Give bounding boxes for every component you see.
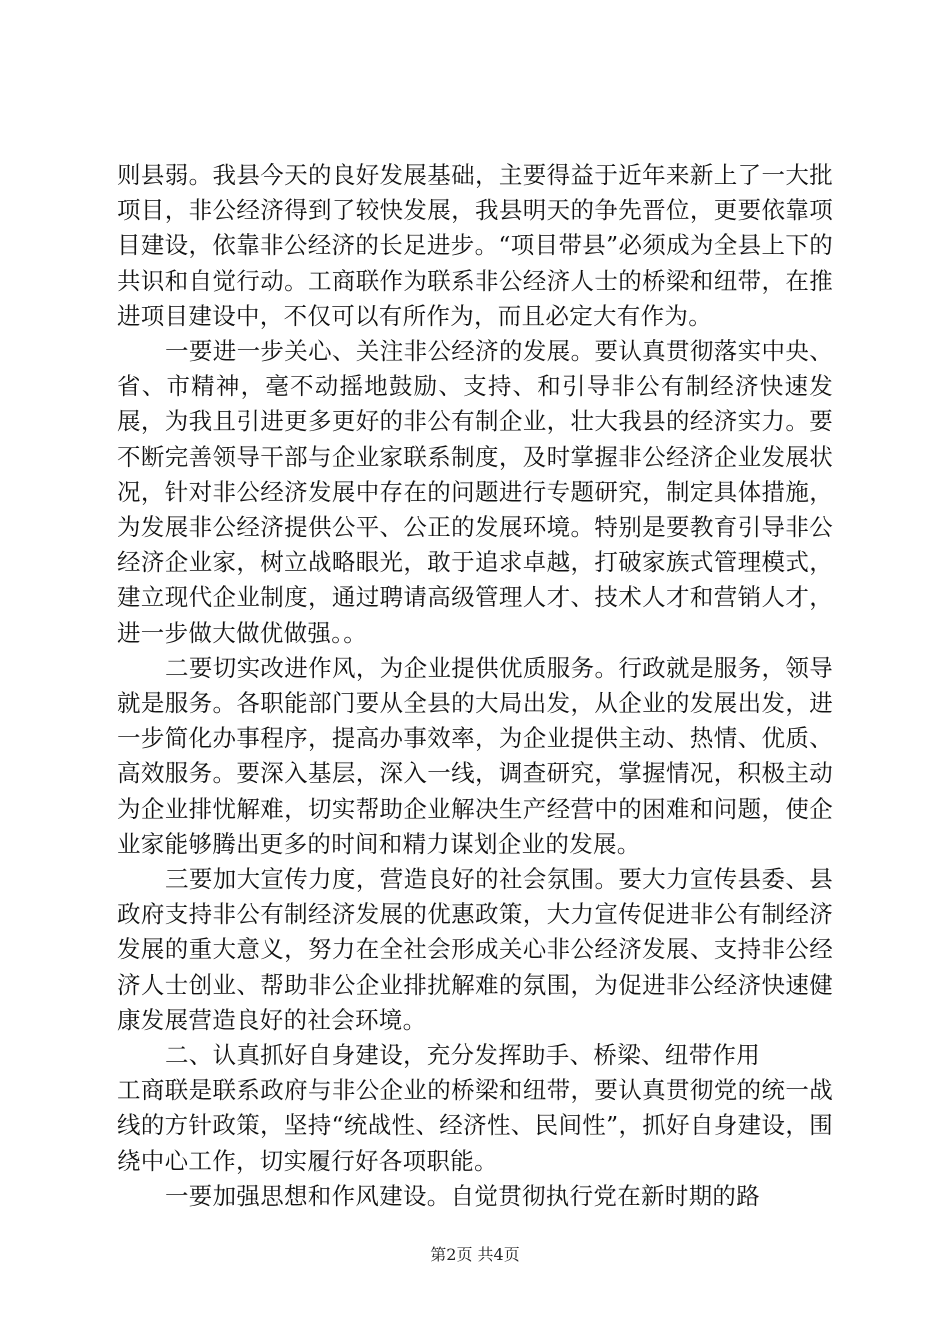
section-heading: 二、认真抓好自身建设，充分发挥助手、桥梁、纽带作用 [165,1041,760,1070]
paragraph-5: 工商联是联系政府与非公企业的桥梁和纽带，要认真贯彻党的统一战线的方针政策，坚持“统战性、经济性、民间性”，抓好自身建设，围绕中心工作，切实履行好各项职能。 [117,1076,833,1175]
paragraph-1: 则县弱。我县今天的良好发展基础，主要得益于近年来新上了一大批项目，非公经济得到了较快发展，我县明天的争先晋位，更要依靠项目建设，依靠非公经济的长足进步。“项目带县”必须成为全县上下的共识和自觉行动。工商联作为联系非公经济人士的桥梁和纽带，在推进项目建设中，不仅可以有所作为，而且必定大有作为。 [117,161,833,330]
document-body [117,158,833,1214]
paragraph-4: 三要加大宣传力度，营造良好的社会氛围。要大力宣传县委、县政府支持非公有制经济发展的优惠政策，大力宣传促进非公有制经济发展的重大意义，努力在全社会形成关心非公经济发展、支持非公经济人士创业、帮助非公企业排扰解难的氛围，为促进非公经济快速健康发展营造良好的社会环境。 [117,865,833,1034]
paragraph-2: 一要进一步关心、关注非公经济的发展。要认真贯彻落实中央、省、市精神，毫不动摇地鼓励、支持、和引导非公有制经济快速发展，为我且引进更多更好的非公有制企业，壮大我县的经济实力。要不断完善领导干部与企业家联系制度，及时掌握非公经济企业发展状况，针对非公经济发展中存在的问题进行专题研究，制定具体措施，为发展非公经济提供公平、公正的发展环境。特别是要教育引导非公经济企业家，树立战略眼光，敢于追求卓越，打破家族式管理模式，建立现代企业制度，通过聘请高级管理人才、技术人才和营销人才，进一步做大做优做强。。 [117,337,833,647]
page-number-footer: 第2页 共4页 [430,1245,520,1264]
paragraph-3: 二要切实改进作风，为企业提供优质服务。行政就是服务，领导就是服务。各职能部门要从全县的大局出发，从企业的发展出发，进一步简化办事程序，提高办事效率，为企业提供主动、热情、优质、高效服务。要深入基层，深入一线，调查研究，掌握情况，积极主动为企业排忧解难，切实帮助企业解决生产经营中的困难和问题，使企业家能够腾出更多的时间和精力谋划企业的发展。 [117,653,833,858]
paragraph-6: 一要加强思想和作风建设。自觉贯彻执行党在新时期的路 [165,1181,760,1210]
